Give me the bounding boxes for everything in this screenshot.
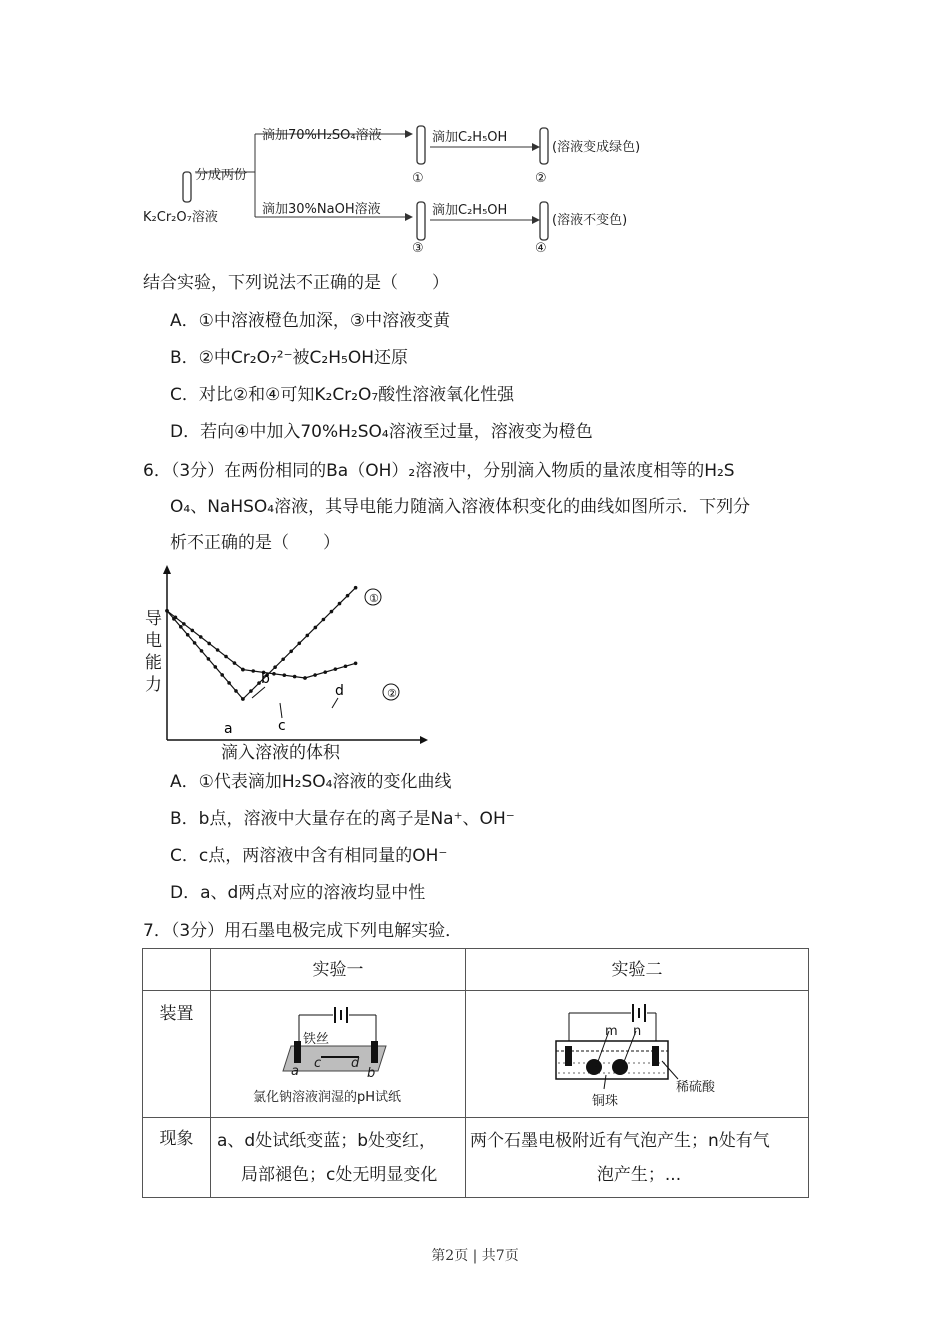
series-1-point [330,610,334,614]
q5-option-c: C．对比②和④可知K₂Cr₂O₇酸性溶液氧化性强 [170,385,515,405]
x-axis-arrow [420,736,428,744]
series-2-point [313,673,317,677]
phenomenon-2-line-2: 泡产生；... [596,1165,682,1185]
q6-option-d: D．a、d两点对应的溶液均显中性 [170,883,426,903]
series-1-point [314,626,318,630]
series-1-point [306,634,310,638]
device2-label-n: n [633,1024,642,1039]
series-2-point [216,648,220,652]
series-1-point [241,697,245,701]
chart-ylabel: 导电能力 [145,609,162,695]
q5-option-a: A．①中溶液橙色加深，③中溶液变黄 [170,311,451,331]
series-2-point [293,675,297,679]
q5-option-d: D．若向④中加入70%H₂SO₄溶液至过量，溶液变为橙色 [170,422,593,442]
tube-label-2: ② [535,171,547,186]
q6-stem-line-1: 6．（3分）在两份相同的Ba（OH）₂溶液中，分别滴入物质的量浓度相等的H₂S [143,461,735,481]
series-2-point [224,655,228,659]
series-2-point [303,676,307,680]
series-2-point [207,642,211,646]
device2-acid-label: 稀硫酸 [676,1080,716,1095]
device2-label-m: m [605,1024,618,1039]
device2-beads-label: 铜珠 [592,1094,619,1109]
q6-stem-line-2: O₄、NaHSO₄溶液，其导电能力随滴入溶液体积变化的曲线如图所示．下列分 [170,497,751,517]
tube-label-4: ④ [535,241,547,256]
series-2-point [251,669,255,673]
conductivity-chart-svg [140,562,430,767]
device1-wire-label: 铁丝 [303,1032,330,1047]
series-1-point [214,665,218,669]
point-label-b: b [261,671,270,687]
series-1-point [200,649,204,653]
table-header-exp2: 实验二 [466,949,809,991]
device1-label-a: a [291,1064,299,1079]
y-axis-arrow [163,565,171,574]
series-2-point [199,635,203,639]
graphite-electrode-left [565,1046,572,1066]
tube-label-1: ① [412,171,424,186]
series-2-point [283,673,287,677]
tube-2 [540,128,548,164]
q5-option-b: B．②中Cr₂O₇²⁻被C₂H₅OH还原 [170,348,409,368]
device1-label-b: b [367,1066,376,1081]
series-2-point [182,622,186,626]
top-result-label: (溶液变成绿色) [552,140,641,155]
table-header-row [143,949,809,991]
copper-bead-left [586,1059,602,1075]
tube-4 [540,202,548,240]
row-label-device: 装置 [143,991,211,1118]
series-1-point [273,665,277,669]
table-row-device [143,991,809,1118]
device1-label-d: d [351,1056,360,1071]
series-1-point [289,650,293,654]
series-1-point [207,657,211,661]
series-1-point [338,602,342,606]
series-2-point [272,672,276,676]
point-label-a: a [224,721,233,737]
device1-caption: 氯化钠溶液润湿的pH试纸 [253,1090,402,1105]
table-row-phenomenon [143,1118,809,1198]
phenomenon-1-cell [211,1118,466,1198]
series-1-point [220,673,224,677]
series-1-point [281,657,285,661]
copper-bead-right [612,1059,628,1075]
q6-stem-line-3: 析不正确的是（ ） [170,533,340,553]
bottom-branch-label-2: 滴加C₂H₅OH [432,203,508,218]
series-label-1: ① [369,592,379,605]
split-label: 分成两份 [195,168,248,183]
top-arrowhead-1 [405,130,413,138]
series-2-point [165,609,169,613]
row-label-phenomenon: 现象 [143,1118,211,1198]
series-2-point [191,629,195,633]
series-2-point [334,667,338,671]
series-1-point [354,586,358,590]
series-1-point [179,625,183,629]
series-label-2: ② [387,687,397,700]
graphite-electrode-right [652,1046,659,1066]
phenomenon-1-line-1: a、d处试纸变蓝；b处变红， [217,1131,436,1151]
phenomenon-2-cell [466,1118,809,1198]
chart-xlabel: 滴入溶液的体积 [221,743,340,763]
bottom-result-label: (溶液不变色) [552,213,628,228]
series-1-point [322,618,326,622]
series-1-point [234,689,238,693]
series-2-point [174,616,178,620]
series-1-point [186,633,190,637]
device-1-cell [211,991,466,1118]
bottom-arrowhead-1 [405,213,413,221]
series-1-point [227,681,231,685]
tube-1 [417,126,425,164]
phenomenon-1-line-2: 局部褪色；c处无明显变化 [241,1165,438,1185]
bottom-arrowhead-2 [532,216,540,224]
top-branch-label-2: 滴加C₂H₅OH [432,130,508,145]
series-1-point [297,642,301,646]
top-branch-label-1: 滴加70%H₂SO₄溶液 [262,128,382,143]
series-2-point [233,661,237,665]
series-1-point [249,689,253,693]
flow-diagram-svg [140,112,680,262]
series-2-point [354,662,358,666]
device-2-svg [466,991,808,1116]
point-label-c: c [278,718,286,734]
series-2-point [344,664,348,668]
tube-label-3: ③ [412,241,424,256]
q6-option-a: A．①代表滴加H₂SO₄溶液的变化曲线 [170,772,452,792]
page-footer: 第2页 | 共7页 [431,1248,519,1264]
table-header-exp1: 实验一 [211,949,466,991]
q5-stem: 结合实验，下列说法不正确的是（ ） [143,273,449,293]
device1-label-c: c [314,1056,322,1071]
series-2-point [323,670,327,674]
label-c-leader [280,703,282,718]
q6-option-c: C．c点，两溶液中含有相同量的OH⁻ [170,846,448,866]
q6-option-b: B．b点，溶液中大量存在的离子是Na⁺、OH⁻ [170,809,515,829]
tube-3 [417,202,425,240]
bottom-branch-label-1: 滴加30%NaOH溶液 [262,202,381,217]
experiment-table [142,948,809,1198]
label-d-leader [332,698,338,708]
device-2-cell [466,991,809,1118]
table-header-empty [143,949,211,991]
start-tube [183,172,191,202]
q7-stem: 7．（3分）用石墨电极完成下列电解实验． [143,921,463,941]
point-label-d: d [335,683,344,699]
series-2-point [241,668,245,672]
start-label: K₂Cr₂O₇溶液 [143,210,218,225]
top-arrowhead-2 [532,143,540,151]
series-1-point [346,594,350,598]
series-1-point [193,641,197,645]
phenomenon-2-line-1: 两个石墨电极附近有气泡产生；n处有气 [470,1131,770,1151]
